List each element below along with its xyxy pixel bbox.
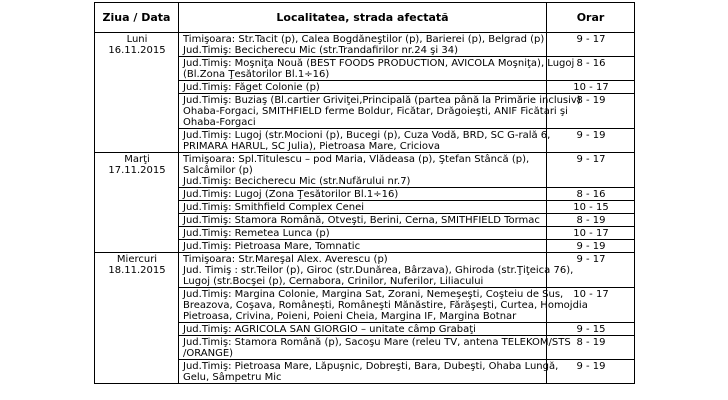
time-cell: 8 - 19 (547, 336, 635, 360)
time-cell: 9 - 17 (547, 153, 635, 188)
locality-line: Breazova, Coşava, Românești, Româneşti Mănăstire, Fărăşeşti, Curtea, Homojdia (183, 300, 588, 311)
locality-cell (179, 214, 547, 227)
header-row (95, 3, 635, 33)
day-cell (95, 253, 179, 384)
locality-line: Jud.Timiş: Pietroasa Mare, Lăpuşnic, Dobreşti, Bara, Dubeşti, Ohaba Lungă, (183, 361, 559, 372)
locality-line: Jud.Timiş: Moşniţa Nouă (BEST FOODS PRODUCTION, AVICOLA Moşniţa), Lugoj (183, 58, 575, 69)
locality-line: Jud.Timiş: Buziaş (Bl.cartier Griviţei,Principală (partea până la Primărie inclusiv) (183, 95, 581, 106)
locality-cell (179, 253, 574, 288)
header-locality: Localitatea, strada afectată (179, 3, 547, 33)
day-date: 16.11.2015 (108, 45, 166, 56)
time-cell: 8 - 16 (547, 57, 635, 81)
locality-line: Jud.Timiş: AGRICOLA SAN GIORGIO – unitate câmp Grabaţi (183, 324, 476, 335)
time-cell: 9 - 15 (547, 323, 635, 336)
locality-line: Jud.Timiş: Lugoj (str.Mocioni (p), Bucegi (p), Cuza Vodă, BRD, SC G-rală 6, (183, 130, 551, 141)
locality-line: Ohaba-Forgaci (183, 117, 256, 128)
locality-line: Ohaba-Forgaci, SMITHFIELD ferme Boldur, Ficătar, Drăgoieşti, ANIF Ficătari şi (183, 106, 568, 117)
time-cell: 10 - 15 (547, 201, 635, 214)
time-cell: 9 - 19 (547, 129, 635, 153)
locality-line: (Bl.Zona Ţesătorilor Bl.1÷16) (183, 69, 330, 80)
locality-cell (179, 129, 551, 153)
locality-cell (179, 33, 547, 57)
table-body (95, 33, 635, 384)
day-name: Luni (126, 34, 148, 45)
day-cell (95, 153, 179, 253)
locality-cell (179, 240, 547, 253)
locality-cell (179, 201, 547, 214)
locality-cell (179, 188, 547, 201)
header-day: Ziua / Data (95, 3, 179, 33)
locality-line: Timişoara: Str.Tacit (p), Calea Bogdăneştilor (p), Barierei (p), Belgrad (p) (183, 34, 545, 45)
day-date: 17.11.2015 (108, 165, 166, 176)
locality-line: PRIMARA HARUL, SC Julia), Pietroasa Mare, Criciova (183, 141, 441, 152)
day-date: 18.11.2015 (108, 265, 166, 276)
time-cell: 9 - 17 (547, 253, 635, 288)
table-row (95, 153, 635, 188)
table-row (95, 253, 635, 288)
table-row (95, 33, 635, 57)
locality-line: Lugoj (str.Bocşei (p), Cernabora, Crinilor, Nuferilor, Liliacului (183, 276, 484, 287)
time-cell: 9 - 17 (547, 33, 635, 57)
time-cell: 10 - 17 (547, 227, 635, 240)
locality-line: /ORANGE) (183, 348, 234, 359)
time-cell: 10 - 17 (547, 81, 635, 94)
locality-cell (179, 336, 571, 360)
locality-cell (179, 153, 547, 188)
locality-line: Jud.Timiş: Margina Colonie, Margina Sat, Zorani, Nemeşeşti, Coşteiu de Sus, (183, 289, 564, 300)
locality-line: Timişoara: Str.Mareşal Alex. Averescu (p) (183, 254, 388, 265)
locality-cell (179, 360, 559, 384)
locality-cell (179, 94, 581, 129)
locality-line: Jud.Timiş: Stamora Română, Otveşti, Berini, Cerna, SMITHFIELD Tormac (183, 215, 540, 226)
day-cell (95, 33, 179, 153)
locality-line: Jud.Timiş: Stamora Română (p), Sacoşu Mare (releu TV, antena TELEKOM/STS (183, 337, 571, 348)
locality-line: Pietroasa, Crivina, Poieni, Poieni Cheia, Margina IF, Margina Botnar (183, 311, 517, 322)
locality-line: Jud.Timiş: Pietroasa Mare, Tomnatic (183, 241, 361, 252)
time-cell: 8 - 16 (547, 188, 635, 201)
locality-line: Jud.Timiş: Becicherecu Mic (str.Trandafirilor nr.24 şi 34) (183, 45, 458, 56)
schedule-table-container (94, 2, 635, 384)
time-cell: 8 - 19 (547, 94, 635, 129)
locality-line: Jud.Timiş: Lugoj (Zona Ţesătorilor Bl.1÷16) (183, 189, 399, 200)
locality-line: Jud.Timiş: Becicherecu Mic (str.Nufărului nr.7) (183, 176, 411, 187)
header-schedule: Orar (547, 3, 635, 33)
locality-line: Salcâmilor (p) (183, 165, 253, 176)
locality-cell (179, 323, 547, 336)
locality-line: Jud.Timiş: Smithfield Complex Cenei (183, 202, 364, 213)
outage-schedule-table (94, 2, 635, 384)
time-cell: 9 - 19 (547, 360, 635, 384)
locality-line: Gelu, Sâmpetru Mic (183, 372, 282, 383)
time-cell: 9 - 19 (547, 240, 635, 253)
locality-cell (179, 57, 575, 81)
locality-line: Jud.Timiş: Făget Colonie (p) (183, 82, 320, 93)
locality-line: Timişoara: Spl.Titulescu – pod Maria, Vlădeasa (p), Ştefan Stâncă (p), (183, 154, 530, 165)
locality-cell (179, 81, 547, 94)
locality-cell (179, 227, 547, 240)
time-cell: 8 - 19 (547, 214, 635, 227)
day-name: Marţi (124, 154, 150, 165)
locality-cell (179, 288, 588, 323)
locality-line: Jud. Timiş : str.Teilor (p), Giroc (str.Dunărea, Bârzava), Ghiroda (str.Ţiţeica 76), (183, 265, 574, 276)
locality-line: Jud.Timiş: Remetea Lunca (p) (183, 228, 330, 239)
time-cell: 10 - 17 (547, 288, 635, 323)
day-name: Miercuri (116, 254, 158, 265)
